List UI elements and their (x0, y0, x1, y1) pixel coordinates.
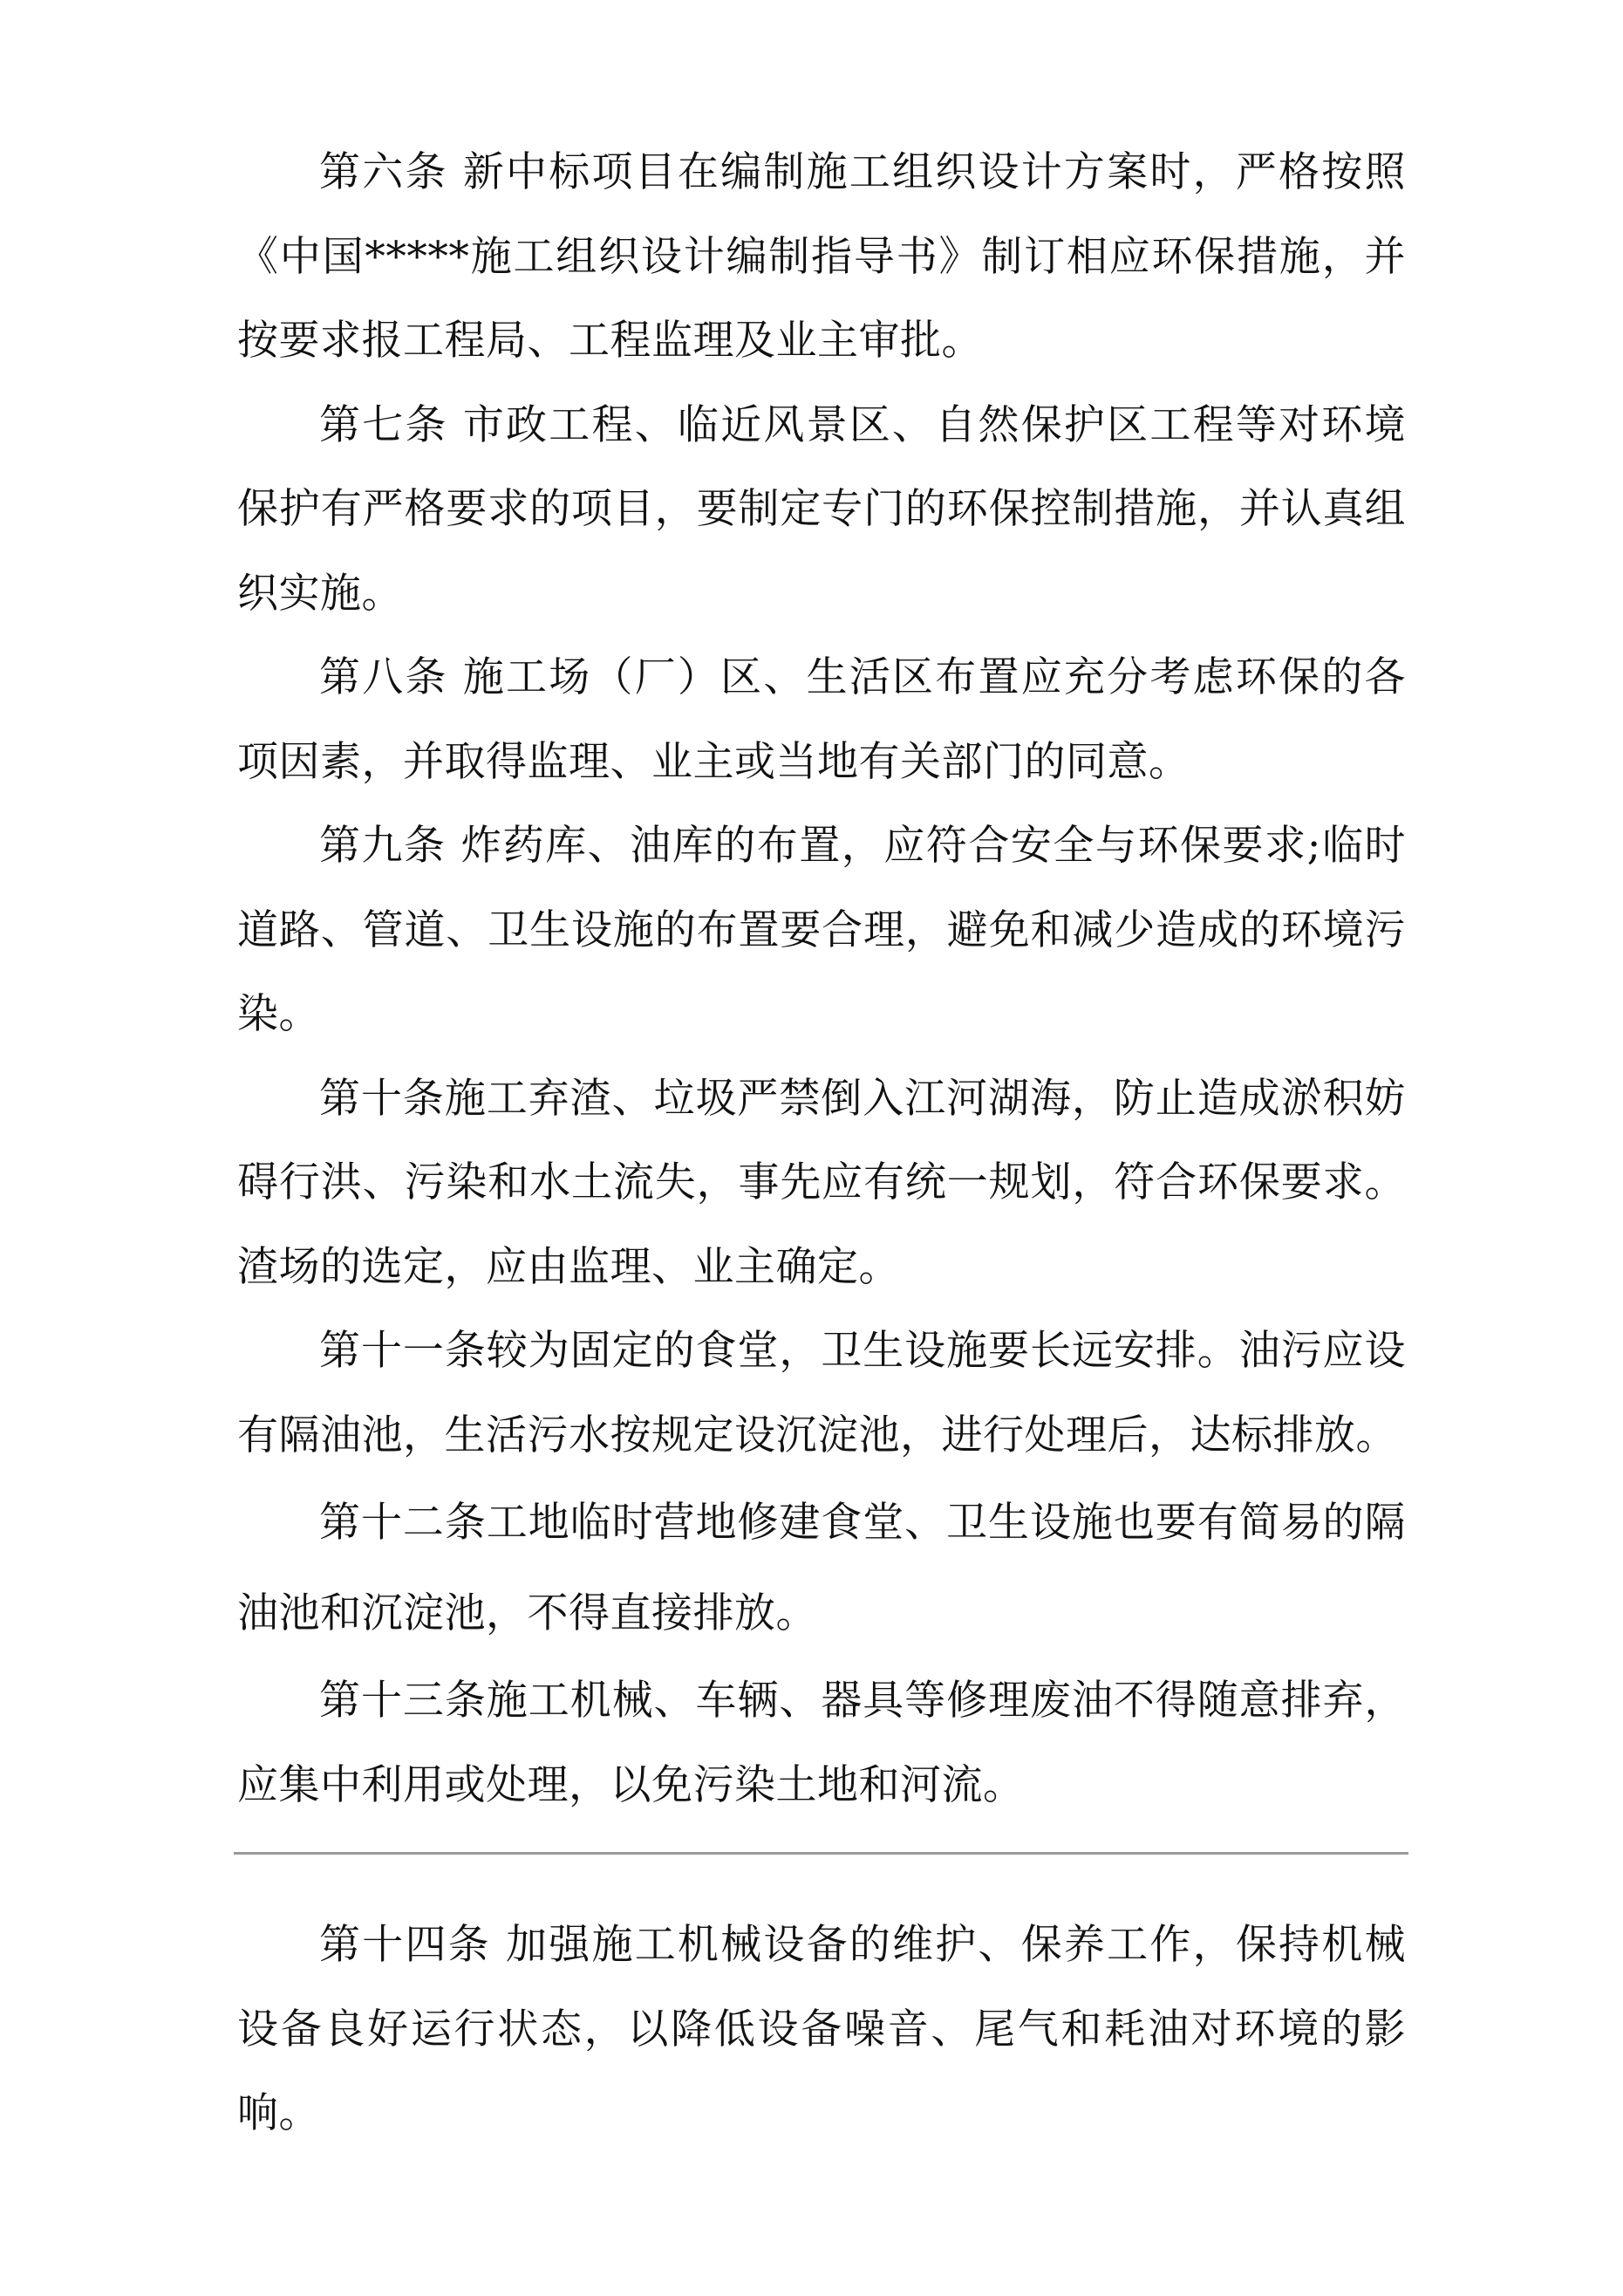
article-6: 第六条 新中标项目在编制施工组织设计方案时，严格按照《中国*****施工组织设计编制指导书》制订相应环保措施，并按要求报工程局、工程监理及业主审批。 (237, 148, 1406, 365)
article-14: 第十四条 加强施工机械设备的维护、保养工作，保持机械设备良好运行状态，以降低设备噪音、尾气和耗油对环境的影响。 (237, 1921, 1406, 2137)
article-10: 第十条施工弃渣、垃圾严禁倒入江河湖海，防止造成淤积妨碍行洪、污染和水土流失，事先应有统一规划，符合环保要求。渣场的选定，应由监理、业主确定。 (237, 1074, 1406, 1291)
article-11: 第十一条较为固定的食堂，卫生设施要长远安排。油污应设有隔油池，生活污水按规定设沉淀池，进行处理后，达标排放。 (237, 1327, 1406, 1459)
article-9: 第九条 炸药库、油库的布置，应符合安全与环保要求;临时道路、管道、卫生设施的布置要合理，避免和减少造成的环境污染。 (237, 822, 1406, 1038)
document-body-top (237, 131, 1406, 1828)
article-8: 第八条 施工场（厂）区、生活区布置应充分考虑环保的各项因素，并取得监理、业主或当地有关部门的同意。 (237, 653, 1406, 786)
document-body-bottom (237, 1903, 1406, 2156)
article-7: 第七条 市政工程、临近风景区、自然保护区工程等对环境保护有严格要求的项目，要制定专门的环保控制措施，并认真组织实施。 (237, 400, 1406, 618)
article-12: 第十二条工地临时营地修建食堂、卫生设施也要有简易的隔油池和沉淀池，不得直接排放。 (237, 1499, 1406, 1637)
page-divider (234, 1852, 1408, 1855)
article-13: 第十三条施工机械、车辆、器具等修理废油不得随意排弃，应集中利用或处理，以免污染土地和河流。 (237, 1677, 1406, 1809)
